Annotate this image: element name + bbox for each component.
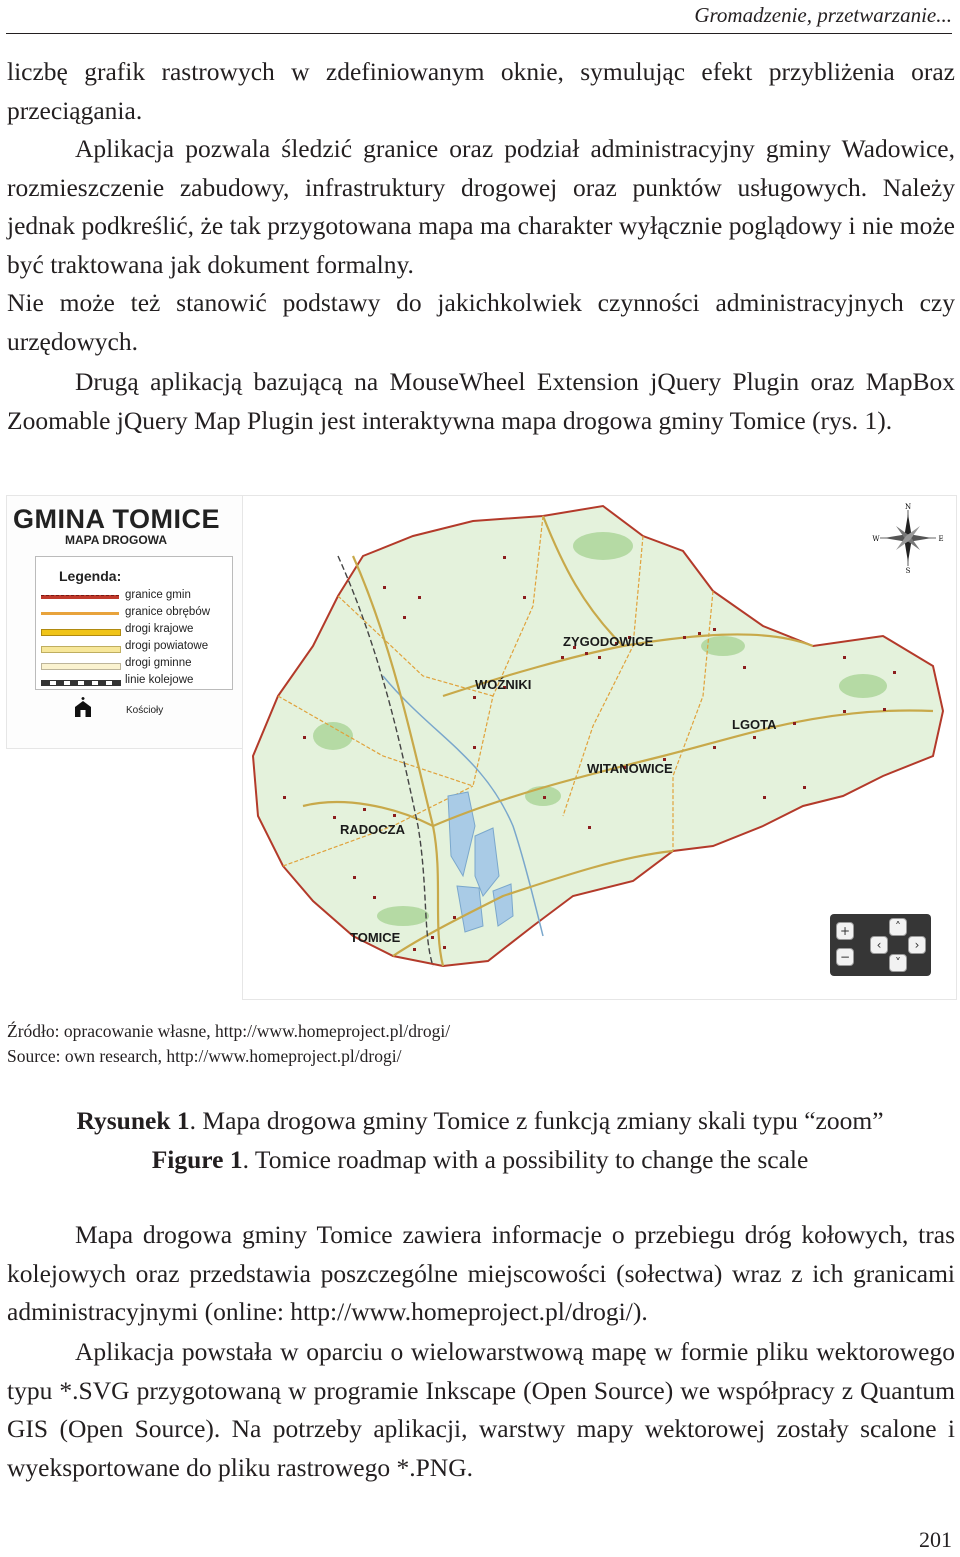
compass-n: N	[904, 503, 912, 511]
pan-down-button[interactable]: ˅	[889, 954, 907, 972]
legend-item-precinct-border	[41, 606, 231, 622]
compass-rose-icon	[872, 502, 944, 574]
paragraph-1: liczbę grafik rastrowych w zdefiniowanym oknie, symulując efekt przybliżenia oraz przeciągania.	[7, 57, 955, 125]
legend-swatch	[41, 629, 121, 636]
legend-label: drogi powiatowe	[125, 640, 209, 652]
figure-source-pl: Źródło: opracowanie własne, http://www.homeproject.pl/drogi/	[7, 1021, 451, 1041]
figure-source-en: Source: own research, http://www.homeproject.pl/drogi/	[7, 1046, 402, 1066]
legend-item-municipal-border	[41, 589, 231, 605]
legend-label: drogi gminne	[125, 657, 192, 669]
legend-swatch	[41, 595, 119, 599]
paragraph-3: Nie może też stanowić podstawy do jakichkolwiek czynności administracyjnych czy urzędowych.	[7, 288, 955, 356]
legend-item-railways	[41, 674, 231, 690]
compass-s: S	[905, 567, 911, 574]
pan-up-button[interactable]: ˄	[889, 918, 907, 936]
caption-text-pl: . Mapa drogowa gminy Tomice z funkcją zmiany skali typu “zoom”	[189, 1106, 884, 1135]
legend-label: granice gmin	[125, 589, 191, 601]
compass-w: W	[872, 535, 880, 543]
place-label-witanowice: WITANOWICE	[587, 761, 673, 776]
place-label-tomice: TOMICE	[350, 930, 401, 945]
church-icon	[71, 695, 95, 719]
zoom-in-button[interactable]: +	[836, 922, 854, 940]
paragraph-4: Drugą aplikacją bazującą na MouseWheel Extension jQuery Plugin oraz MapBox Zoomable jQuery Map Plugin jest interaktywna mapa drogowa gminy Tomice (rys. 1).	[7, 367, 955, 435]
place-label-zygodowice: ZYGODOWICE	[563, 634, 654, 649]
pan-right-button[interactable]: ›	[908, 936, 926, 954]
caption-text-en: . Tomice roadmap with a possibility to change the scale	[242, 1145, 809, 1174]
paragraph-6: Aplikacja powstała w oparciu o wielowarstwową mapę w formie pliku wektorowego typu *.SVG przygotowaną w programie Inkscape (Open Source) we współpracy z Quantum GIS (Open Source). Na potrzeby aplikacji, warstwy mapy wektorowej zostały scalone i wyeksportowane do pliku rastrowego *.PNG.	[7, 1337, 955, 1482]
legend-title: Legenda:	[59, 568, 122, 584]
caption-label-en: Figure 1	[151, 1145, 243, 1174]
compass-e: E	[938, 535, 944, 543]
legend-label: linie kolejowe	[125, 674, 194, 686]
legend-item-communal-roads	[41, 657, 231, 673]
legend-item-national-roads	[41, 623, 231, 639]
zoom-out-button[interactable]: −	[836, 948, 854, 966]
map-subtitle: MAPA DROGOWA	[65, 533, 167, 547]
map-legend-panel	[6, 495, 244, 749]
municipality-area	[253, 506, 943, 966]
map-zoom-controls	[830, 914, 931, 976]
legend-church-label: Kościoły	[126, 705, 164, 716]
interactive-map[interactable]	[242, 495, 957, 1000]
running-title: Gromadzenie, przetwarzanie...	[694, 3, 952, 27]
legend-label: drogi krajowe	[125, 623, 194, 635]
figure-caption-pl	[0, 1106, 960, 1136]
page-number: 201	[919, 1527, 952, 1552]
paragraph-2: Aplikacja pozwala śledzić granice oraz podział administracyjny gminy Wadowice, rozmieszczenie zabudowy, infrastruktury drogowej oraz punktów usługowych. Należy jednak podkreślić, że tak przygotowana mapa ma charakter wyłącznie poglądowy i nie może być traktowana jak dokument formalny.	[7, 134, 955, 279]
legend-label: granice obrębów	[125, 606, 211, 618]
legend-swatch	[41, 680, 121, 686]
figure-caption-en	[0, 1145, 960, 1175]
paragraph-5: Mapa drogowa gminy Tomice zawiera informacje o przebiegu dróg kołowych, tras kolejowych oraz przedstawia poszczególne miejscowości (sołectwa) wraz z ich granicami administracyjnymi (online: http://www.homeproject.pl/drogi/).	[7, 1220, 955, 1327]
map-title: GMINA TOMICE	[13, 504, 220, 534]
legend-item-district-roads	[41, 640, 231, 656]
legend-swatch	[41, 663, 121, 670]
place-label-lgota: LGOTA	[732, 717, 777, 732]
running-header	[6, 0, 952, 34]
place-label-wozniki: WOŹNIKI	[475, 677, 532, 692]
legend-swatch	[41, 612, 119, 615]
legend-swatch	[41, 646, 121, 653]
place-label-radocza: RADOCZA	[340, 822, 405, 837]
pan-left-button[interactable]: ‹	[870, 936, 888, 954]
caption-label-pl: Rysunek 1	[76, 1106, 190, 1135]
